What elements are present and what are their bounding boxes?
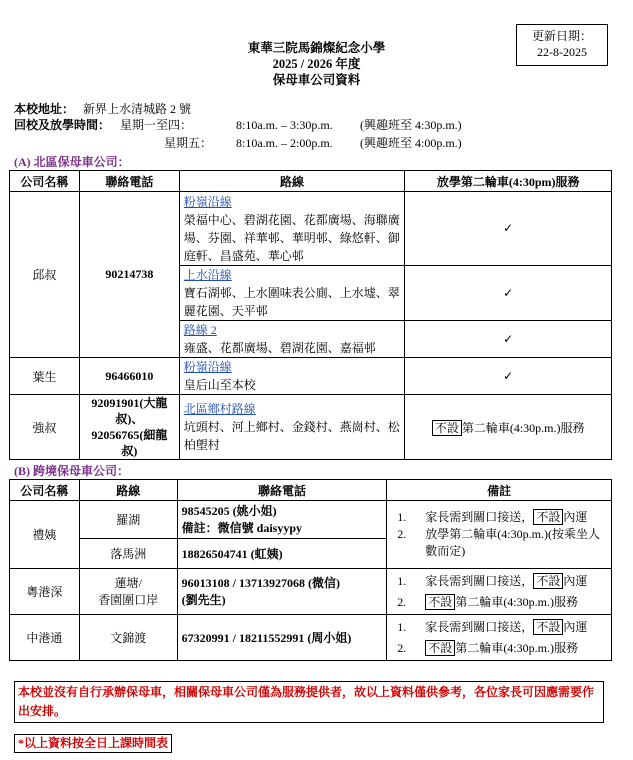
no-service-box: 不設 xyxy=(533,573,563,589)
header-company: 公司名稱 xyxy=(10,171,80,192)
company-name: 禮姨 xyxy=(10,501,80,569)
table-row xyxy=(10,569,612,615)
route-name: 路線 2 xyxy=(183,323,217,337)
service-check: ✓ xyxy=(405,321,612,358)
table-row xyxy=(10,615,612,661)
table-row xyxy=(10,192,612,266)
wechat-note: 備註：微信號 daisyypy xyxy=(181,520,303,535)
route-cell xyxy=(179,192,405,266)
header-route: 路線 xyxy=(79,480,177,501)
section-a-table xyxy=(9,170,612,460)
header-company: 公司名稱 xyxy=(10,480,80,501)
header-phone: 聯絡電話 xyxy=(177,480,387,501)
hours-time-1: 8:10a.m. – 3:30p.m. xyxy=(236,118,333,132)
no-service-box: 不設 xyxy=(533,619,563,635)
company-name: 葉生 xyxy=(10,358,80,395)
service-check: ✓ xyxy=(405,192,612,266)
company-phone: 96466010 xyxy=(79,358,179,395)
remarks-cell xyxy=(387,615,612,661)
section-a-title: (A) 北區保母車公司： xyxy=(14,155,130,169)
section-b-title: (B) 跨境保母車公司： xyxy=(14,464,129,478)
no-service-box: 不設 xyxy=(425,640,455,656)
table-header-row xyxy=(10,171,612,192)
route-name: 蓮塘/ 香園圍口岸 xyxy=(79,569,177,615)
company-phone: 92091901(大龍叔)、92056765(細龍叔) xyxy=(79,395,179,460)
contact-person: (劉先生) xyxy=(181,592,226,607)
section-b-table xyxy=(9,479,612,661)
phone-cell xyxy=(177,501,387,539)
service-check: ✓ xyxy=(405,358,612,395)
company-name: 邱叔 xyxy=(10,192,80,358)
hours-days-1: 星期一至四： xyxy=(120,118,193,132)
route-name: 粉嶺沿線 xyxy=(183,194,232,209)
remarks-cell xyxy=(387,569,612,615)
route-stops: 榮福中心、碧湖花園、花都廣場、海聯廣場、芬園、祥華邨、華明邨、綠悠軒、御庭軒、昌盛苑、華心邨 xyxy=(183,212,400,263)
remark-item: 2. 放學第二輪車(4:30p.m.)(按乘坐人數而定) xyxy=(397,527,600,558)
update-label: 更新日期： xyxy=(531,29,592,43)
table-row xyxy=(10,501,612,539)
document-title: 保母車公司資料 xyxy=(272,73,361,87)
route-name: 羅湖 xyxy=(79,501,177,539)
school-address xyxy=(14,101,191,117)
route-name: 粉嶺沿線 xyxy=(183,360,232,374)
company-phone: 96013108 / 13713927068 (微信) xyxy=(181,575,340,590)
remark-item: 1. 家長需到關口接送， 不設 內運 xyxy=(397,573,588,588)
company-name: 中港通 xyxy=(10,615,80,661)
hours-days-2: 星期五： xyxy=(164,136,213,150)
no-service-box: 不設 xyxy=(533,509,563,525)
route-cell xyxy=(179,266,405,321)
table-header-row xyxy=(10,480,612,501)
hours-time-2: 8:10a.m. – 2:00p.m. xyxy=(236,136,333,150)
hours-note-1: (興趣班至 4:30p.m.) xyxy=(360,118,462,132)
no-service-box: 不設 xyxy=(432,420,462,436)
table-row xyxy=(10,358,612,395)
no-service-box: 不設 xyxy=(425,594,455,610)
company-phone: 90214738 xyxy=(79,192,179,358)
update-date: 22-8-2025 xyxy=(537,45,587,59)
header-service: 放學第二輪車(4:30pm)服務 xyxy=(405,171,612,192)
route-stops: 雍盛、花都廣場、碧湖花園、嘉福邨 xyxy=(183,341,376,355)
phone-cell xyxy=(177,569,387,615)
service-text: 第二輪車(4:30p.m.)服務 xyxy=(461,420,585,435)
disclaimer-box: 本校並沒有自行承辦保母車，相關保母車公司僅為服務提供者，故以上資料僅供參考，各位家長可因應需要作出安排。 xyxy=(14,681,604,723)
company-name: 粵港深 xyxy=(10,569,80,615)
remark-item: 2. 不設 第二輪車(4:30p.m.)服務 xyxy=(397,594,578,609)
remark-item: 1. 家長需到關口接送， 不設 內運 xyxy=(397,619,588,634)
company-phone: 67320991 / 18211552991 (周小姐) xyxy=(177,615,387,661)
table-row xyxy=(10,395,612,460)
route-cell xyxy=(179,395,405,460)
service-note xyxy=(405,395,612,460)
company-phone: 98545205 (姚小姐) xyxy=(181,503,277,518)
service-check: ✓ xyxy=(405,266,612,321)
header-route: 路線 xyxy=(179,171,405,192)
hours-label: 回校及放學時間： xyxy=(14,118,111,132)
school-year: 2025 / 2026 年度 xyxy=(272,57,361,71)
route-stops: 皇后山至本校 xyxy=(183,378,256,392)
school-name: 東華三院馬錦燦紀念小學 xyxy=(247,41,386,55)
route-cell xyxy=(179,358,405,395)
hours-note-2: (興趣班至 4:00p.m.) xyxy=(360,136,462,150)
route-cell xyxy=(179,321,405,358)
company-phone: 18826504741 (虹姨) xyxy=(177,539,387,569)
address-value: 新界上水清城路 2 號 xyxy=(83,102,192,116)
remarks-cell xyxy=(387,501,612,569)
header-remarks: 備註 xyxy=(387,480,612,501)
document-header xyxy=(0,40,633,88)
footnote: *以上資料按全日上課時間表 xyxy=(14,734,172,753)
route-name: 落馬洲 xyxy=(79,539,177,569)
route-stops: 坑頭村、河上鄉村、金錢村、燕崗村、松柏塱村 xyxy=(183,420,400,452)
remark-item: 1. 家長需到關口接送， 不設 內運 xyxy=(397,510,588,524)
header-phone: 聯絡電話 xyxy=(79,171,179,192)
address-label: 本校地址： xyxy=(14,102,75,116)
route-name: 北區鄉村路線 xyxy=(183,402,256,416)
route-stops: 寶石湖邨、上水圍味表公廁、上水墟、翠麗花園、天平邨 xyxy=(183,286,400,318)
route-name: 上水沿線 xyxy=(183,268,232,282)
route-name: 文錦渡 xyxy=(79,615,177,661)
company-name: 強叔 xyxy=(10,395,80,460)
remark-item: 2. 不設 第二輪車(4:30p.m.)服務 xyxy=(397,640,578,655)
